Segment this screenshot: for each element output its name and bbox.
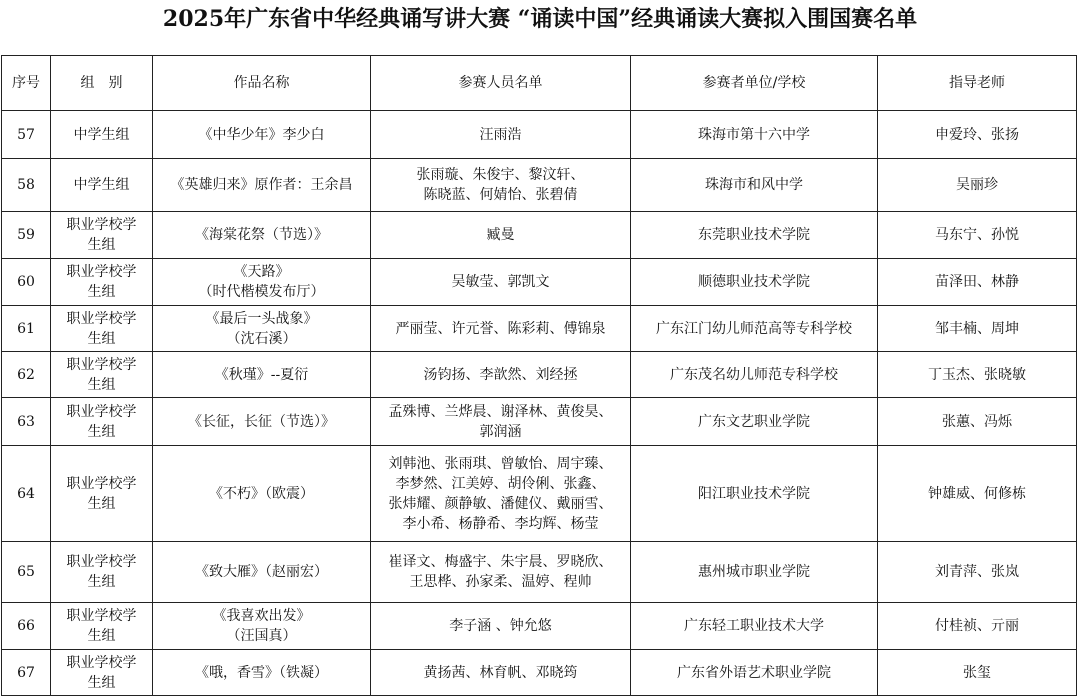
cell-no-text: 64 [17, 485, 35, 502]
cell-members-text: 张雨璇、朱俊宇、黎汶轩、 陈晓蓝、何婧怡、张碧倩 [416, 167, 585, 203]
cell-members-text: 刘韩池、张雨琪、曾敏怡、周宇臻、 李梦然、江美婷、胡伶俐、张鑫、 张炜耀、颜静敏、潘健仪、戴丽雪、 李小希、杨静希、李均辉、杨莹 [388, 455, 613, 532]
cell-work-text: 《英雄归来》原作者：王余昌 [170, 177, 353, 193]
cell-unit-text: 广东轻工职业技术大学 [684, 618, 824, 634]
cell-teacher-text: 马东宁、孙悦 [935, 227, 1019, 243]
cell-teacher [878, 111, 1077, 159]
table-row [2, 259, 1077, 306]
cell-teacher-text: 邹丰楠、周坤 [935, 320, 1019, 337]
cell-work-text: 《海棠花祭（节选）》 [195, 227, 328, 243]
cell-unit-text: 阳江职业技术学院 [698, 485, 810, 502]
table-row [2, 159, 1077, 212]
cell-unit-text: 东莞职业技术学院 [698, 227, 810, 243]
cell-members-text: 黄扬茜、林育帆、邓晓筠 [423, 664, 578, 681]
cell-no [2, 259, 51, 306]
cell-no [2, 398, 51, 446]
cell-work-text: 《最后一头战象》 （沈石溪） [205, 310, 318, 347]
cell-group [51, 352, 153, 398]
cell-work [153, 650, 371, 696]
cell-work [153, 446, 371, 542]
table-header-row [2, 56, 1077, 111]
cell-members-text: 汤钧扬、李歆然、刘经拯 [423, 366, 578, 383]
page-title: 2025年广东省中华经典诵写讲大赛 “诵读中国”经典诵读大赛拟入围国赛名单 [162, 6, 918, 32]
cell-group [51, 542, 153, 603]
cell-members [371, 446, 631, 542]
cell-group [51, 650, 153, 696]
table-row [2, 398, 1077, 446]
cell-teacher [878, 259, 1077, 306]
cell-unit-text: 惠州城市职业学院 [698, 564, 810, 580]
cell-members [371, 542, 631, 603]
cell-group-text: 职业学校学 生组 [66, 475, 137, 512]
cell-teacher-text: 苗泽田、林静 [935, 274, 1019, 290]
cell-group [51, 398, 153, 446]
cell-work [153, 603, 371, 650]
cell-teacher [878, 212, 1077, 259]
nominee-table [1, 55, 1077, 696]
cell-unit [631, 542, 878, 603]
cell-work [153, 111, 371, 159]
header-teacher: 指导老师 [878, 56, 1077, 111]
cell-group [51, 111, 153, 159]
table-row [2, 446, 1077, 542]
cell-unit-text: 广东江门幼儿师范高等专科学校 [656, 320, 852, 337]
cell-group-text: 职业学校学 生组 [66, 654, 137, 691]
cell-no [2, 352, 51, 398]
cell-no-text: 65 [17, 564, 35, 580]
table-row [2, 111, 1077, 159]
cell-teacher-text: 刘青萍、张岚 [935, 564, 1019, 580]
cell-no-text: 62 [17, 366, 35, 383]
table-row [2, 212, 1077, 259]
cell-group-text: 职业学校学 生组 [66, 554, 137, 590]
cell-unit-text: 珠海市第十六中学 [698, 126, 810, 143]
cell-work [153, 352, 371, 398]
cell-members [371, 306, 631, 352]
cell-unit [631, 159, 878, 212]
cell-unit [631, 650, 878, 696]
cell-work-text: 《天路》 （时代楷模发布厅） [198, 264, 325, 300]
cell-no [2, 542, 51, 603]
cell-unit [631, 111, 878, 159]
table-body [2, 111, 1077, 696]
cell-unit-text: 珠海市和风中学 [705, 177, 803, 193]
header-group: 组 别 [51, 56, 153, 111]
cell-teacher [878, 603, 1077, 650]
cell-unit-text: 广东文艺职业学院 [698, 413, 810, 430]
cell-members-text: 吴敏莹、郭凯文 [451, 274, 550, 290]
cell-unit [631, 212, 878, 259]
cell-no [2, 650, 51, 696]
cell-members-text: 崔译文、梅盛宇、朱宇晨、罗晓欣、 王思桦、孙家柔、温婷、程帅 [388, 554, 613, 590]
cell-work [153, 398, 371, 446]
cell-group [51, 259, 153, 306]
cell-teacher-text: 付桂祯、亓丽 [935, 618, 1019, 634]
cell-group-text: 职业学校学 生组 [66, 264, 137, 300]
cell-unit [631, 352, 878, 398]
cell-teacher-text: 张蕙、冯烁 [942, 413, 1012, 430]
cell-work-text: 《秋瑾》--夏衍 [214, 366, 309, 383]
cell-members-text: 孟殊博、兰烨晨、谢泽林、黄俊昊、 郭润涵 [388, 403, 613, 440]
header-work: 作品名称 [153, 56, 371, 111]
cell-members-text: 严丽莹、许元誉、陈彩莉、傅锦泉 [395, 320, 606, 337]
cell-teacher [878, 306, 1077, 352]
cell-unit-text: 广东省外语艺术职业学院 [677, 664, 831, 681]
cell-teacher-text: 钟雄威、何修栋 [928, 485, 1026, 502]
cell-group-text: 职业学校学 生组 [66, 356, 137, 393]
cell-unit [631, 398, 878, 446]
header-no: 序号 [2, 56, 51, 111]
cell-unit-text: 顺德职业技术学院 [698, 274, 810, 290]
cell-group-text: 职业学校学 生组 [66, 217, 137, 253]
cell-members [371, 111, 631, 159]
cell-unit [631, 259, 878, 306]
cell-group [51, 446, 153, 542]
table-row [2, 650, 1077, 696]
cell-teacher-text: 丁玉杰、张晓敏 [928, 366, 1026, 383]
cell-no-text: 61 [17, 320, 35, 337]
cell-group-text: 职业学校学 生组 [66, 403, 137, 440]
cell-no-text: 58 [17, 177, 35, 193]
cell-work-text: 《长征，长征（节选）》 [188, 413, 335, 430]
cell-work-text: 《中华少年》李少白 [198, 126, 325, 143]
cell-unit [631, 446, 878, 542]
table-row [2, 542, 1077, 603]
cell-no-text: 60 [17, 274, 35, 290]
cell-no-text: 67 [17, 664, 35, 681]
cell-no [2, 306, 51, 352]
table-row [2, 603, 1077, 650]
cell-work [153, 159, 371, 212]
table-row [2, 306, 1077, 352]
cell-work-text: 《哦，香雪》（铁凝） [195, 664, 328, 681]
cell-no [2, 159, 51, 212]
cell-teacher [878, 446, 1077, 542]
cell-no [2, 111, 51, 159]
cell-unit [631, 603, 878, 650]
cell-group [51, 306, 153, 352]
cell-members-text: 李子涵 、钟允悠 [449, 618, 552, 634]
cell-teacher-text: 张玺 [963, 664, 991, 681]
cell-teacher [878, 542, 1077, 603]
cell-members [371, 212, 631, 259]
cell-work [153, 542, 371, 603]
cell-group-text: 职业学校学 生组 [66, 310, 137, 347]
cell-work-text: 《致大雁》（赵丽宏） [195, 564, 328, 580]
cell-no-text: 59 [17, 227, 35, 243]
cell-teacher-text: 申爱玲、张扬 [935, 126, 1019, 143]
cell-work-text: 《不朽》（欧震） [209, 485, 314, 502]
cell-no-text: 57 [17, 126, 35, 143]
cell-work-text: 《我喜欢出发》 （汪国真） [212, 608, 311, 644]
cell-teacher-text: 吴丽珍 [956, 177, 998, 193]
cell-group-text: 职业学校学 生组 [66, 608, 137, 644]
cell-members [371, 159, 631, 212]
cell-no [2, 446, 51, 542]
cell-group [51, 212, 153, 259]
cell-unit [631, 306, 878, 352]
cell-no-text: 66 [17, 618, 35, 634]
cell-members [371, 398, 631, 446]
cell-work [153, 306, 371, 352]
cell-members [371, 603, 631, 650]
cell-teacher [878, 398, 1077, 446]
cell-unit-text: 广东茂名幼儿师范专科学校 [670, 366, 838, 383]
cell-teacher [878, 159, 1077, 212]
cell-no [2, 212, 51, 259]
cell-members [371, 650, 631, 696]
cell-no [2, 603, 51, 650]
cell-group-text: 中学生组 [73, 126, 130, 143]
header-members: 参赛人员名单 [371, 56, 631, 111]
cell-members-text: 汪雨浩 [479, 126, 522, 143]
cell-members-text: 臧曼 [486, 227, 515, 243]
cell-teacher [878, 352, 1077, 398]
table-row [2, 352, 1077, 398]
cell-no-text: 63 [17, 413, 35, 430]
cell-group-text: 中学生组 [73, 177, 130, 193]
header-unit: 参赛者单位/学校 [631, 56, 878, 111]
cell-members [371, 352, 631, 398]
cell-teacher [878, 650, 1077, 696]
cell-work [153, 212, 371, 259]
cell-members [371, 259, 631, 306]
cell-work [153, 259, 371, 306]
cell-group [51, 603, 153, 650]
cell-group [51, 159, 153, 212]
